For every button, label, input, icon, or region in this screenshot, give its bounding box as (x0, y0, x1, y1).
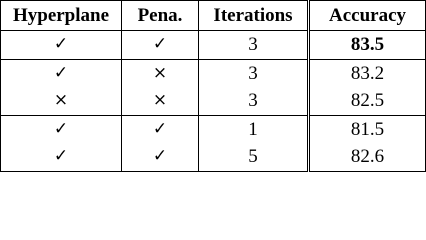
header-iterations: Iterations (199, 1, 309, 31)
table-row (1, 31, 426, 60)
accuracy-cell: 83.2 (309, 59, 426, 87)
pena-cell: ✓ (122, 143, 199, 171)
accuracy-cell: 82.5 (309, 87, 426, 115)
header-pena: Pena. (122, 1, 199, 31)
pena-cell: × (122, 87, 199, 115)
header-row (1, 1, 426, 31)
header-hyperplane: Hyperplane (1, 1, 122, 31)
iterations-cell: 1 (199, 115, 309, 143)
table-row (1, 143, 426, 171)
iterations-cell: 3 (199, 59, 309, 87)
iterations-cell: 3 (199, 87, 309, 115)
hyperplane-cell: ✓ (1, 115, 122, 143)
hyperplane-cell: ✓ (1, 31, 122, 60)
table-row (1, 115, 426, 143)
table-row (1, 59, 426, 87)
pena-cell: ✓ (122, 31, 199, 60)
iterations-cell: 3 (199, 31, 309, 60)
pena-cell: × (122, 59, 199, 87)
hyperplane-cell: ✓ (1, 143, 122, 171)
hyperplane-cell: × (1, 87, 122, 115)
header-accuracy: Accuracy (309, 1, 426, 31)
hyperplane-cell: ✓ (1, 59, 122, 87)
pena-cell: ✓ (122, 115, 199, 143)
table-row (1, 87, 426, 115)
accuracy-cell: 82.6 (309, 143, 426, 171)
accuracy-cell: 83.5 (309, 31, 426, 60)
accuracy-cell: 81.5 (309, 115, 426, 143)
iterations-cell: 5 (199, 143, 309, 171)
